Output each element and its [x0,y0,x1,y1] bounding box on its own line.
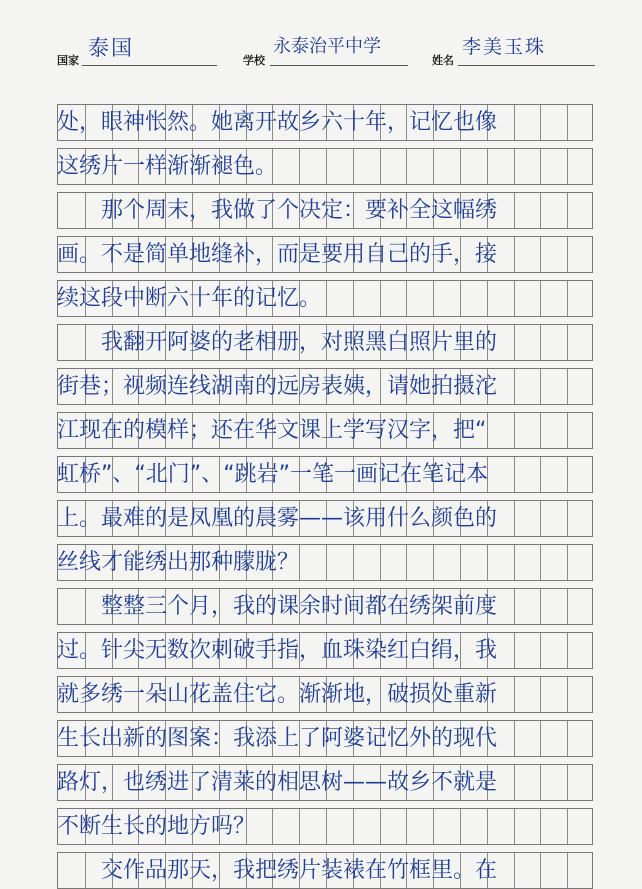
grid-row [57,449,593,493]
grid-row [57,801,593,845]
grid-row [57,317,593,361]
country-value: 泰国 [88,36,134,60]
handwritten-line: 续这段中断六十年的记忆。 [57,286,322,311]
grid-row [57,97,593,141]
handwritten-line: 过。针尖无数次刺破手指，血珠染红白绢，我 [57,638,498,663]
name-underline [458,65,595,66]
handwritten-line: 街巷；视频连线湖南的远房表姨，请她拍摄沱 [57,374,498,399]
grid-row [57,141,593,185]
grid-row [57,757,593,801]
grid-row [57,273,593,317]
handwritten-line: 我翻开阿婆的老相册，对照黑白照片里的 [57,330,498,355]
school-label: 学校 [243,54,265,67]
school-underline [270,65,408,66]
grid-row [57,713,593,757]
essay-header [0,30,642,70]
handwritten-line: 不断生长的地方吗？ [57,814,256,839]
handwritten-line: 就多绣一朵山花盖住它。渐渐地，破损处重新 [57,682,498,707]
grid-row [57,845,593,889]
name-label: 姓名 [432,54,454,67]
grid-row [57,361,593,405]
handwritten-line: 上。最难的是凤凰的晨雾——该用什么颜色的 [57,506,498,531]
handwritten-line: 生长出新的图案：我添上了阿婆记忆外的现代 [57,726,498,751]
grid-row [57,625,593,669]
handwritten-line: 丝线才能绣出那种朦胧？ [57,550,300,575]
grid-row [57,493,593,537]
grid-row [57,581,593,625]
country-label: 国家 [57,54,79,67]
grid-row [57,669,593,713]
name-value: 李美玉珠 [462,36,547,58]
grid-row [57,405,593,449]
handwritten-line: 路灯，也绣进了清莱的相思树——故乡不就是 [57,770,498,795]
handwritten-line: 画。不是简单地缝补，而是要用自己的手，接 [57,242,498,267]
handwritten-line: 处，眼神怅然。她离开故乡六十年，记忆也像 [57,110,498,135]
grid-row [57,229,593,273]
handwritten-line: 这绣片一样渐渐褪色。 [57,154,278,179]
handwritten-line: 整整三个月，我的课余时间都在绣架前度 [57,594,498,619]
handwritten-line: 那个周末，我做了个决定：要补全这幅绣 [57,198,498,223]
country-underline [82,65,217,66]
grid-row [57,185,593,229]
handwritten-line: 交作品那天，我把绣片装裱在竹框里。在 [57,858,498,883]
handwritten-line: 虹桥”、“北门”、“跳岩”一笔一画记在笔记本 [57,462,488,487]
handwritten-line: 江现在的模样；还在华文课上学写汉字，把“ [57,418,487,443]
writing-grid [57,97,593,889]
school-value: 永泰治平中学 [273,36,381,57]
grid-row [57,537,593,581]
